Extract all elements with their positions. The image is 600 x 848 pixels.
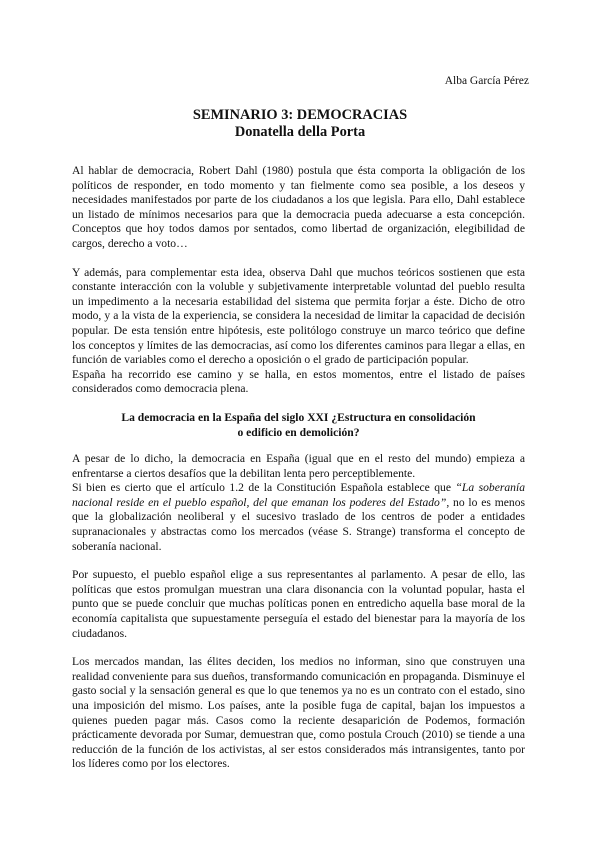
author-name: Alba García Pérez — [444, 75, 529, 87]
paragraph-gap — [72, 252, 525, 266]
paragraph-intro-1: Al hablar de democracia, Robert Dahl (1980) postula que ésta comporta la obligación de los políticos de responder, en todo momento y tan fielmente como sea posible, a los deseos y necesidades manifestados por parte de los ciudadanos a los que legisla. Para ello, Dahl establece un listado de mínimos necesarios para que la democracia pueda adecuarse a esta concepción. Conceptos que hoy todos damos por sentados, como libertad de organización, elegibilidad de cargos, derecho a voto… — [72, 164, 525, 250]
paragraph-intro-2: Y además, para complementar esta idea, observa Dahl que muchos teóricos sostienen que esta constante interacción con la voluble y subjetivamente interpretable voluntad del pueblo resulta un impedimento a la necesaria estabilidad del sistema que permita forjar a éste. Dicho de otro modo, y a la vista de la experiencia, se considera la necesidad de limitar la capacidad de decisión popular. De esta tensión entre hipótesis, este politólogo construye un marco teórico que define los conceptos y límites de las democracias, así como los diferentes caminos para llegar a ellas, en función de variables como el derecho a oposición o el grado de participación popular. — [72, 265, 525, 367]
section-paragraph-2-before: Si bien es cierto que el artículo 1.2 de la Constitución Española establece que — [72, 481, 456, 495]
document-subtitle: Donatella della Porta — [234, 124, 366, 140]
paragraph-gap — [72, 641, 525, 655]
section-paragraph-2-after: , no lo es menos que la globalización neoliberal y el sucesivo traslado de los centros de poder a entidades supranacionales y abstractas como los mercados (véase S. Strange) transforma el concepto de soberanía nacional. — [72, 495, 526, 553]
constitution-quote: “La soberanía nacional reside en el pueblo español, del que emanan los poderes del Estado” — [72, 481, 525, 509]
section-paragraph-2 — [72, 481, 525, 554]
document-title: SEMINARIO 3: DEMOCRACIAS — [192, 107, 408, 123]
section-paragraph-3: Por supuesto, el pueblo español elige a sus representantes al parlamento. A pesar de ello, las políticas que estos promulgan muestran una clara disonancia con la voluntad popular, hasta el punto que se puede concluir que muchas políticas ponen en entredicho aquella base moral de la economía capitalista que supuestamente perseguía el estado del bienestar para la mayoría de los ciudadanos. — [72, 568, 525, 640]
document-body — [72, 164, 525, 772]
title-block — [0, 107, 600, 141]
section-paragraph-1: A pesar de lo dicho, la democracia en España (igual que en el resto del mundo) empieza a enfrentarse a ciertos desafíos que la debilitan lenta pero perceptiblemente. — [72, 452, 525, 480]
section-heading-line-1: La democracia en la España del siglo XXI ¿Estructura en consolidación — [121, 410, 476, 424]
section-paragraph-4: Los mercados mandan, las élites deciden, los medios no informan, sino que construyen una realidad conveniente para sus dueños, transformando comunicación en propaganda. Disminuye el gasto social y la sensación general es que lo que tenemos ya no es un contrato con el estado, sino una imposición del mismo. Los países, ante la posible fuga de capital, bajan los impuestos a quienes pueden pagar más. Casos como la reciente desaparición de Podemos, formación prácticamente devorada por Sumar, demuestran que, como postula Crouch (2010) se tiende a una reducción de la función de los activistas, al ser estos considerados más intransigentes, tanto por los líderes como por los electores. — [72, 655, 525, 771]
paragraph-intro-3: España ha recorrido ese camino y se halla, en estos momentos, entre el listado de países considerados como democracia plena. — [72, 367, 525, 396]
section-heading — [72, 411, 525, 440]
section-heading-line-2: o edificio en demolición? — [237, 425, 360, 439]
paragraph-gap — [72, 554, 525, 568]
